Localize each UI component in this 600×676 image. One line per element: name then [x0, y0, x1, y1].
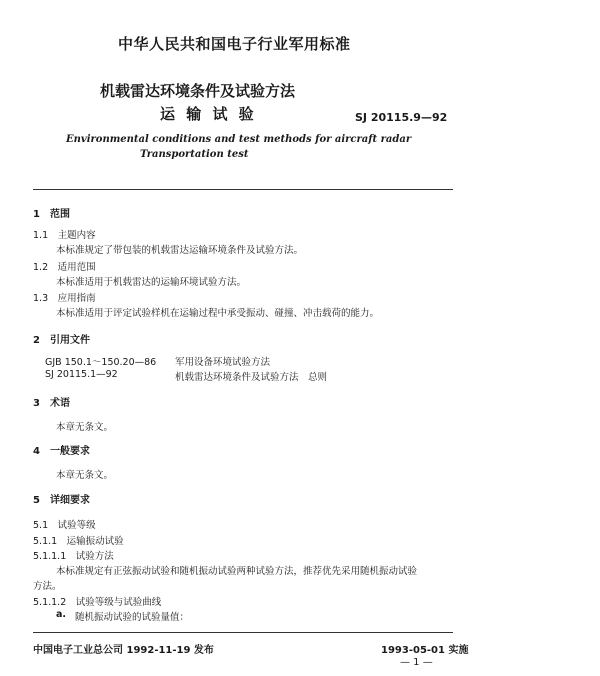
section-1-3-heading: 1.3 应用指南 [33, 293, 96, 304]
list-item-text: 随机振动试验的试验量值： [75, 612, 190, 623]
english-subtitle: Transportation test [140, 149, 249, 160]
page-number: — 1 — [400, 657, 433, 668]
header-rule [33, 189, 453, 190]
effective-date: 1993-05-01 实施 [381, 645, 469, 656]
section-5-1-1-1-text-cont: 方法。 [33, 581, 62, 592]
section-1-2-text: 本标准适用于机载雷达的运输环境试验方法。 [56, 277, 247, 288]
section-1-2-heading: 1.2 适用范围 [33, 262, 96, 273]
reference-title: 军用设备环境试验方法 [175, 357, 271, 368]
section-5-1-1-heading: 5.1.1 运输振动试验 [33, 536, 124, 547]
section-2-heading: 2 引用文件 [33, 335, 90, 346]
standard-number: SJ 20115.9—92 [355, 111, 448, 124]
reference-code: SJ 20115.1—92 [45, 369, 118, 380]
issuing-body-line: 中华人民共和国电子行业军用标准 [118, 35, 351, 53]
list-item-label: a. [56, 609, 67, 620]
issue-date: 中国电子工业总公司 1992-11-19 发布 [33, 645, 214, 656]
reference-code: GJB 150.1～150.20—86 [45, 357, 157, 368]
section-1-1-heading: 1.1 主题内容 [33, 230, 96, 241]
section-4-heading: 4 一般要求 [33, 446, 90, 457]
section-5-1-1-2-heading: 5.1.1.2 试验等级与试验曲线 [33, 597, 162, 608]
reference-title: 机载雷达环境条件及试验方法 总则 [175, 372, 328, 383]
section-3-text: 本章无条文。 [56, 422, 114, 433]
section-5-1-1-1-text: 本标准规定有正弦振动试验和随机振动试验两种试验方法，推荐优先采用随机振动试验 [56, 566, 418, 577]
section-5-1-heading: 5.1 试验等级 [33, 520, 96, 531]
standard-subtitle: 运 输 试 验 [160, 105, 257, 123]
section-1-1-text: 本标准规定了带包装的机载雷达运输环境条件及试验方法。 [56, 245, 304, 256]
section-4-text: 本章无条文。 [56, 470, 114, 481]
section-5-1-1-1-heading: 5.1.1.1 试验方法 [33, 551, 114, 562]
section-5-heading: 5 详细要求 [33, 495, 90, 506]
standard-title: 机载雷达环境条件及试验方法 [100, 82, 296, 100]
english-title: Environmental conditions and test methods for aircraft radar [66, 134, 412, 145]
section-3-heading: 3 术语 [33, 398, 70, 409]
section-1-3-text: 本标准适用于评定试验样机在运输过程中承受振动、碰撞、冲击载荷的能力。 [56, 308, 380, 319]
section-1-heading: 1 范围 [33, 209, 70, 220]
footer-rule [33, 632, 453, 633]
